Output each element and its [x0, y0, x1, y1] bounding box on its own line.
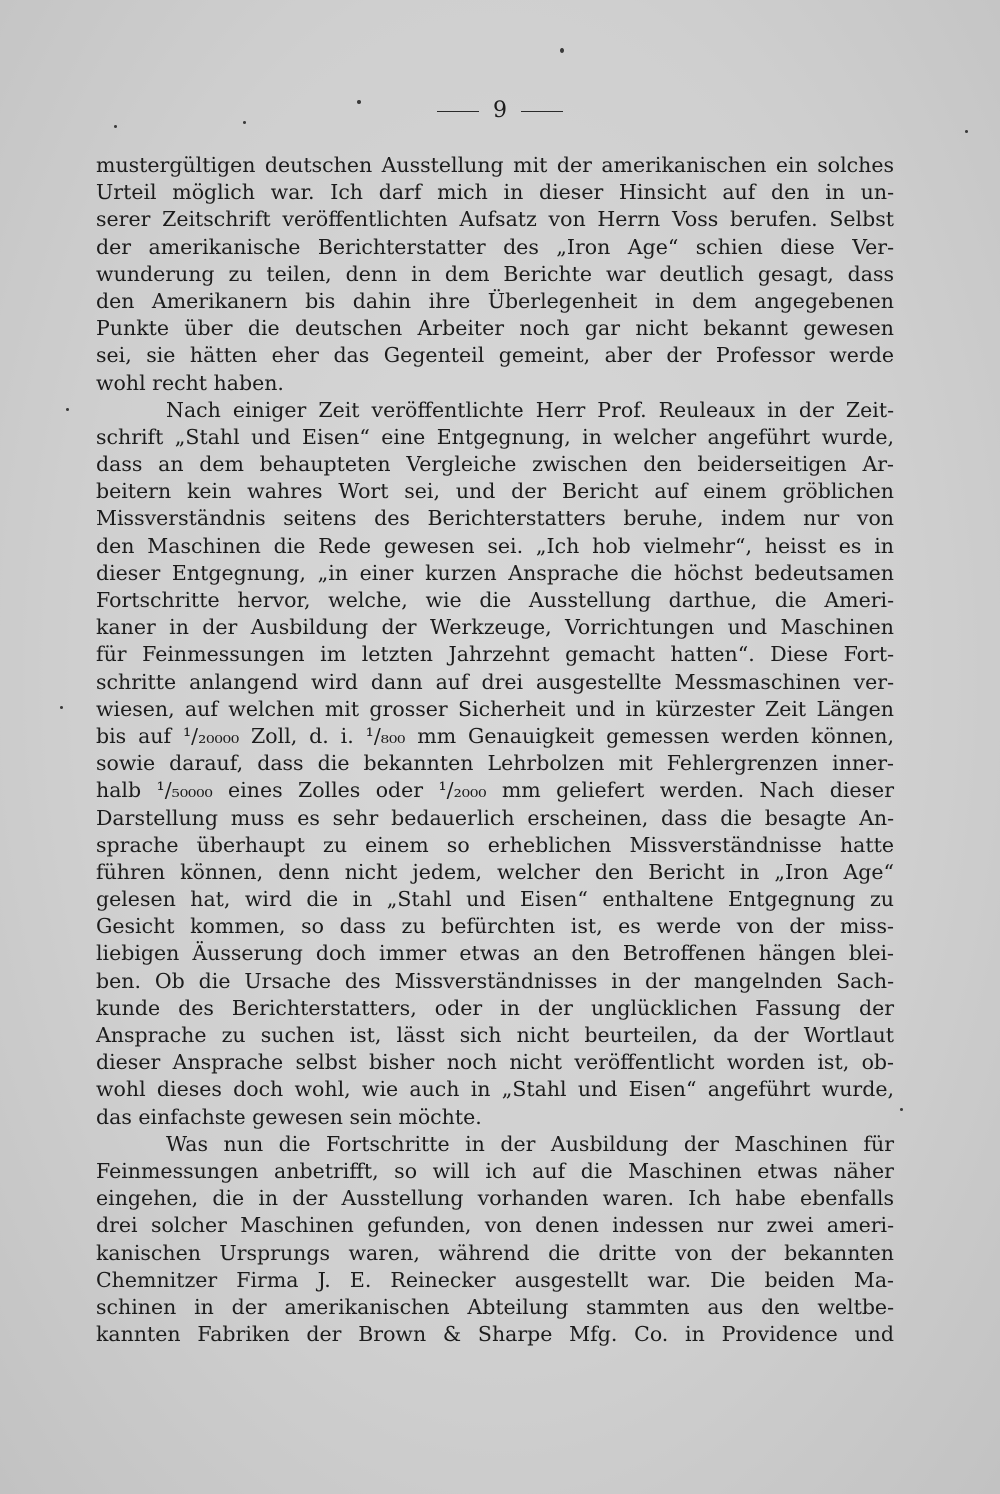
- text-line: Was nun die Fortschritte in der Ausbildung der Maschinen für: [166, 1131, 894, 1156]
- header-rule-right: [521, 111, 563, 112]
- print-speck: [114, 125, 117, 128]
- text-line: sowie darauf, dass die bekannten Lehrbolzen mit Fehlergrenzen inner-: [96, 751, 894, 776]
- text-line: dass an dem behaupteten Vergleiche zwischen den beiderseitigen Ar-: [96, 452, 894, 477]
- page-number: 9: [493, 98, 507, 123]
- text-line: wohl recht haben.: [96, 370, 284, 395]
- text-line: den Maschinen die Rede gewesen sei. „Ich hob vielmehr“, heisst es in: [96, 533, 894, 558]
- text-line: wohl dieses doch wohl, wie auch in „Stahl und Eisen“ angeführt wurde,: [96, 1077, 894, 1102]
- text-line: bis auf ¹/₂₀₀₀₀ Zoll, d. i. ¹/₈₀₀ mm Genauigkeit gemessen werden können,: [96, 723, 894, 748]
- text-line: Ansprache zu suchen ist, lässt sich nicht beurteilen, da der Wortlaut: [96, 1023, 894, 1047]
- print-speck: [560, 48, 564, 53]
- text-line: dieser Ansprache selbst bisher noch nicht veröffentlicht worden ist, ob-: [96, 1050, 894, 1075]
- text-line: gelesen hat, wird die in „Stahl und Eisen“ enthaltene Entgegnung zu: [96, 887, 894, 912]
- text-line: Urteil möglich war. Ich darf mich in dieser Hinsicht auf den in un-: [96, 180, 894, 205]
- text-line: sei, sie hätten eher das Gegenteil gemeint, aber der Professor werde: [96, 343, 894, 368]
- text-line: Fortschritte hervor, welche, wie die Ausstellung darthue, die Ameri-: [96, 588, 894, 612]
- text-line: Feinmessungen anbetrifft, so will ich auf die Maschinen etwas näher: [96, 1158, 894, 1183]
- text-line: der amerikanische Berichterstatter des „Iron Age“ schien diese Ver-: [96, 234, 894, 259]
- text-line: liebigen Äusserung doch immer etwas an den Betroffenen hängen blei-: [96, 941, 894, 966]
- text-line: Punkte über die deutschen Arbeiter noch gar nicht bekannt gewesen: [96, 316, 894, 341]
- text-line: schrift „Stahl und Eisen“ eine Entgegnung, in welcher angeführt wurde,: [96, 424, 894, 449]
- text-line: wiesen, auf welchen mit grosser Sicherheit und in kürzester Zeit Längen: [96, 696, 894, 721]
- text-line: kannten Fabriken der Brown & Sharpe Mfg. Co. in Providence und: [96, 1322, 894, 1347]
- text-line: Missverständnis seitens des Berichterstatters beruhe, indem nur von: [96, 506, 894, 531]
- text-line: Darstellung muss es sehr bedauerlich erscheinen, dass die besagte An-: [96, 805, 894, 830]
- page-header: [0, 96, 1000, 126]
- text-line: sprache überhaupt zu einem so erheblichen Missverständnisse hatte: [96, 832, 894, 857]
- print-speck: [66, 408, 69, 411]
- text-line: kunde des Berichterstatters, oder in der unglücklichen Fassung der: [96, 995, 894, 1020]
- text-line: Chemnitzer Firma J. E. Reinecker ausgestellt war. Die beiden Ma-: [96, 1267, 894, 1292]
- text-line: das einfachste gewesen sein möchte.: [96, 1104, 482, 1129]
- header-rule-left: [437, 111, 479, 112]
- print-speck: [60, 706, 63, 709]
- text-line: dieser Entgegnung, „in einer kurzen Ansprache die höchst bedeutsamen: [96, 560, 894, 585]
- text-line: halb ¹/₅₀₀₀₀ eines Zolles oder ¹/₂₀₀₀ mm geliefert werden. Nach dieser: [96, 778, 894, 803]
- print-speck: [357, 100, 361, 104]
- text-line: Nach einiger Zeit veröffentlichte Herr Prof. Reuleaux in der Zeit-: [166, 397, 894, 422]
- body-text: [96, 152, 894, 1348]
- text-line: wunderung zu teilen, denn in dem Berichte war deutlich gesagt, dass: [96, 261, 894, 286]
- text-line: für Feinmessungen im letzten Jahrzehnt gemacht hatten“. Diese Fort-: [96, 642, 894, 667]
- text-line: kanischen Ursprungs waren, während die dritte von der bekannten: [96, 1240, 894, 1265]
- text-line: drei solcher Maschinen gefunden, von denen indessen nur zwei ameri-: [96, 1213, 894, 1238]
- text-line: beitern kein wahres Wort sei, und der Bericht auf einem gröblichen: [96, 479, 894, 504]
- text-line: eingehen, die in der Ausstellung vorhanden waren. Ich habe ebenfalls: [96, 1186, 894, 1211]
- text-line: serer Zeitschrift veröffentlichten Aufsatz von Herrn Voss berufen. Selbst: [96, 207, 894, 232]
- print-speck: [243, 121, 246, 124]
- print-speck: [900, 1108, 903, 1111]
- print-speck: [965, 130, 968, 133]
- text-line: Gesicht kommen, so dass zu befürchten ist, es werde von der miss-: [96, 914, 894, 939]
- text-line: ben. Ob die Ursache des Missverständnisses in der mangelnden Sach-: [96, 968, 894, 993]
- text-line: den Amerikanern bis dahin ihre Überlegenheit in dem angegebenen: [96, 288, 894, 313]
- text-line: mustergültigen deutschen Ausstellung mit der amerikanischen ein solches: [96, 153, 894, 177]
- text-line: schritte anlangend wird dann auf drei ausgestellte Messmaschinen ver-: [96, 669, 894, 694]
- text-line: schinen in der amerikanischen Abteilung stammten aus den weltbe-: [96, 1294, 894, 1319]
- text-line: führen können, denn nicht jedem, welcher den Bericht in „Iron Age“: [96, 859, 894, 884]
- text-line: kaner in der Ausbildung der Werkzeuge, Vorrichtungen und Maschinen: [96, 615, 894, 640]
